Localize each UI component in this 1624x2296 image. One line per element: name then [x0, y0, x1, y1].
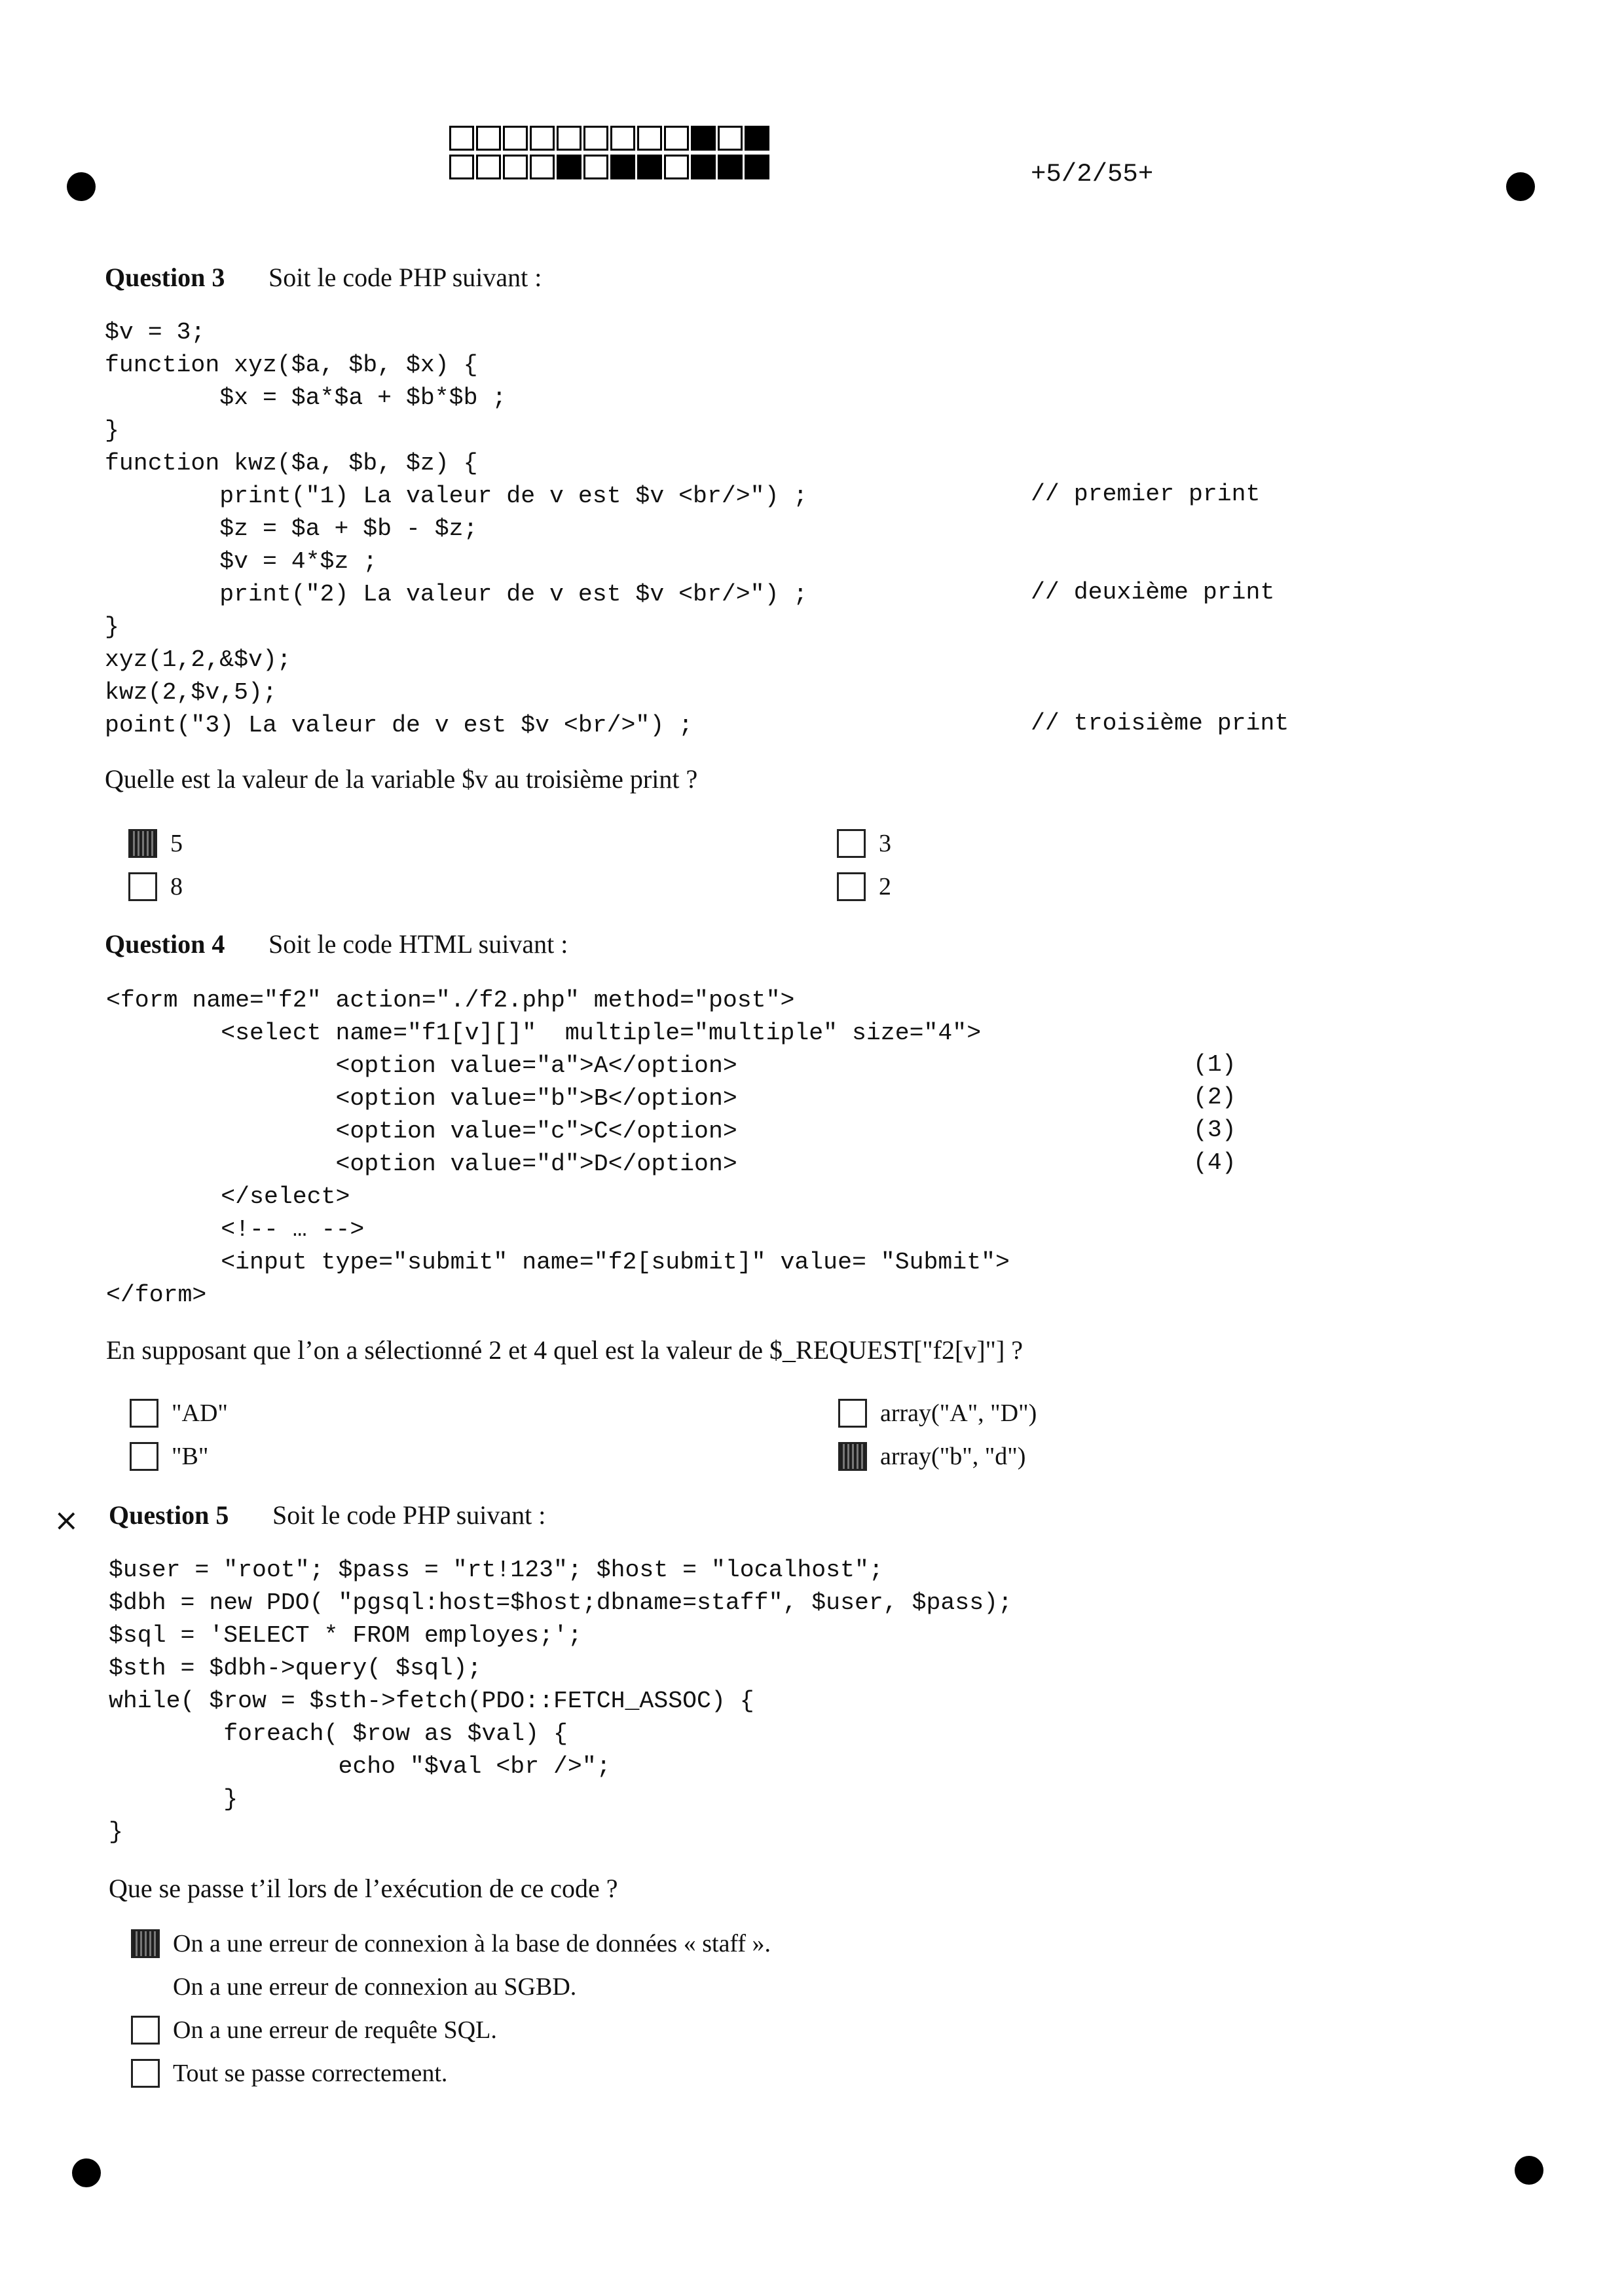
option-label: On a une erreur de connexion à la base de données « staff ». — [173, 1930, 771, 1957]
q4-line-number-3: (3) — [1193, 1117, 1236, 1143]
checkbox-checked[interactable] — [838, 1442, 867, 1471]
q3-option-1[interactable] — [128, 829, 183, 858]
checkbox[interactable] — [837, 872, 866, 901]
barcode-cell-filled — [610, 155, 635, 179]
barcode-cell-empty — [530, 155, 555, 179]
q4-prompt: En supposant que l’on a sélectionné 2 et 4 quel est la valeur de $_REQUEST["f2[v]"] ? — [106, 1335, 1024, 1365]
q5-prompt: Que se passe t’il lors de l’exécution de ce code ? — [109, 1874, 618, 1903]
barcode-cell-empty — [610, 126, 635, 151]
checkbox[interactable] — [128, 872, 157, 901]
barcode-cell-empty — [449, 155, 474, 179]
checkbox[interactable] — [131, 2059, 160, 2088]
q4-option-3[interactable] — [838, 1399, 1037, 1428]
option-label: 2 — [879, 873, 891, 900]
q3-option-4[interactable] — [837, 872, 891, 901]
question-label: Question 3 — [105, 263, 225, 292]
q3-code-block: $v = 3; function xyz($a, $b, $x) { $x = $a*$a + $b*$b ; } function kwz($a, $b, $z) { print("1) La valeur de v est $v <br/>") ; $z = $a + $b - $z; $v = 4*$z ; print("2) La valeur de v est $v <br/>") ; } xyz(1,2,&$v); kwz(2,$v,5); point("3) La valeur de v est $v <br/>") ; — [105, 319, 808, 739]
q4-line-number-1: (1) — [1193, 1051, 1236, 1078]
barcode-cell-empty — [476, 126, 501, 151]
q3-comment-2: // deuxième print — [1031, 579, 1275, 606]
question-intro: Soit le code PHP suivant : — [272, 1500, 546, 1530]
q3-comment-3: // troisième print — [1031, 710, 1289, 737]
q4-option-4[interactable] — [838, 1442, 1025, 1471]
barcode-cell-filled — [745, 155, 769, 179]
checkbox[interactable] — [837, 829, 866, 858]
question-intro: Soit le code HTML suivant : — [268, 929, 568, 959]
barcode-cell-filled — [691, 155, 716, 179]
option-label: "B" — [172, 1443, 209, 1470]
barcode-cell-filled — [557, 155, 581, 179]
q3-option-2[interactable] — [128, 872, 183, 901]
q4-option-2[interactable] — [130, 1442, 208, 1471]
barcode-cell-empty — [503, 126, 528, 151]
option-label: Tout se passe correctement. — [173, 2060, 448, 2087]
checkbox[interactable] — [130, 1399, 158, 1428]
q3-option-3[interactable] — [837, 829, 891, 858]
q5-option-3[interactable] — [131, 2016, 497, 2045]
option-label: array("A", "D") — [880, 1399, 1037, 1427]
q5-code-block: $user = "root"; $pass = "rt!123"; $host = "localhost"; $dbh = new PDO( "pgsql:host=$host;dbname=staff", $user, $pass); $sql = 'SELECT * FROM employes;'; $sth = $dbh->query( $sql); while( $row = $sth->fetch(PDO::FETCH_ASSOC) { foreach( $row as $val) { echo "$val <br />"; } } — [109, 1557, 1012, 1845]
option-label: 5 — [170, 830, 183, 857]
option-label: On a une erreur de connexion au SGBD. — [173, 1973, 577, 2001]
barcode-row — [449, 155, 771, 179]
corner-dot-top-right — [1506, 172, 1535, 201]
q3-comment-1: // premier print — [1031, 481, 1261, 508]
question-intro: Soit le code PHP suivant : — [268, 263, 542, 292]
barcode-cell-empty — [718, 126, 743, 151]
checkbox[interactable] — [130, 1442, 158, 1471]
checkbox[interactable] — [131, 2016, 160, 2045]
margin-cross-mark: × — [54, 1502, 79, 1538]
barcode-cell-filled — [745, 126, 769, 151]
option-label: 3 — [879, 830, 891, 857]
q5-option-1[interactable] — [131, 1929, 771, 1958]
barcode-cell-empty — [583, 126, 608, 151]
barcode-cell-empty — [637, 126, 662, 151]
barcode-cell-empty — [476, 155, 501, 179]
barcode-cell-filled — [718, 155, 743, 179]
question-label: Question 4 — [105, 929, 225, 959]
q5-option-2[interactable] — [131, 1972, 576, 2001]
barcode-cell-empty — [557, 126, 581, 151]
q4-line-number-4: (4) — [1193, 1149, 1236, 1176]
question-label: Question 5 — [109, 1500, 229, 1530]
q4-option-1[interactable] — [130, 1399, 228, 1428]
corner-dot-top-left — [67, 172, 96, 201]
checkbox[interactable] — [838, 1399, 867, 1428]
barcode-cell-empty — [449, 126, 474, 151]
barcode-cell-empty — [530, 126, 555, 151]
question-5-title — [109, 1500, 545, 1530]
barcode-row — [449, 126, 771, 151]
option-label: On a une erreur de requête SQL. — [173, 2016, 497, 2044]
barcode-cell-empty — [503, 155, 528, 179]
barcode-cell-empty — [583, 155, 608, 179]
option-label: array("b", "d") — [880, 1443, 1026, 1470]
checkbox-unmarked[interactable] — [131, 1972, 160, 2001]
checkbox-checked[interactable] — [128, 829, 157, 858]
q5-option-4[interactable] — [131, 2059, 447, 2088]
barcode-cell-filled — [637, 155, 662, 179]
corner-dot-bottom-right — [1515, 2156, 1543, 2185]
page-id: +5/2/55+ — [1031, 160, 1154, 189]
q4-code-block: <form name="f2" action="./f2.php" method="post"> <select name="f1[v][]" multiple="multiple" size="4"> <option value="a">A</option> <option value="b">B</option> <option value="c">C</option> <option value="d">D</option> </select> <!-- … --> <input type="submit" name="f2[submit]" value= "Submit"> </form> — [106, 987, 1010, 1308]
barcode-cell-empty — [664, 155, 689, 179]
checkbox-checked[interactable] — [131, 1929, 160, 1958]
option-label: 8 — [170, 873, 183, 900]
page-barcode — [449, 126, 771, 183]
barcode-cell-empty — [664, 126, 689, 151]
question-3-title — [105, 262, 542, 293]
barcode-cell-filled — [691, 126, 716, 151]
question-4-title — [105, 929, 568, 959]
q3-prompt: Quelle est la valeur de la variable $v au troisième print ? — [105, 764, 698, 794]
option-label: "AD" — [172, 1399, 228, 1427]
q4-line-number-2: (2) — [1193, 1084, 1236, 1111]
corner-dot-bottom-left — [72, 2158, 101, 2187]
